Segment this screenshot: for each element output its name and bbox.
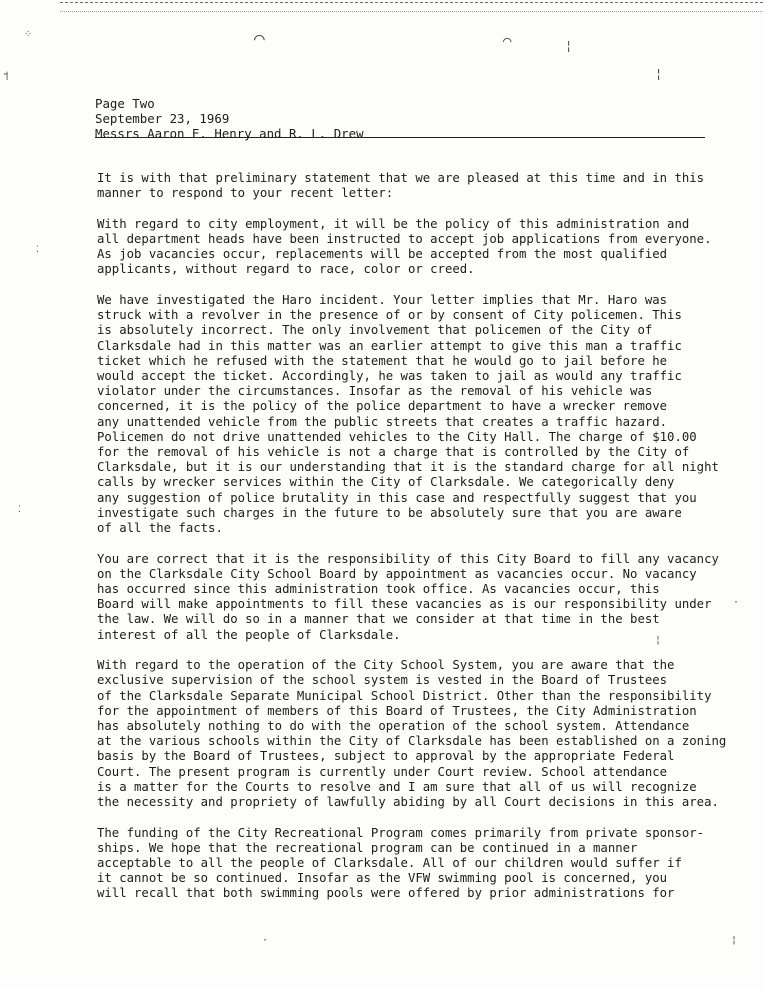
speck-mark: ¦	[565, 39, 573, 53]
addressee-line	[95, 126, 364, 142]
speck-mark: ¦	[655, 635, 662, 646]
page-label: Page Two	[95, 96, 155, 111]
punch-mark-icon: ⌒	[254, 28, 265, 49]
speck-mark: ⁚	[36, 245, 39, 255]
speck-mark: ˦	[2, 69, 10, 83]
torn-top-edge	[60, 2, 763, 12]
speck-mark: ⁚	[18, 505, 21, 515]
paragraph-intro: It is with that preliminary statement that we are pleased at this time and in this manner to respond to your recent letter:	[97, 171, 705, 201]
paragraph-haro-incident: We have investigated the Haro incident. Your letter implies that Mr. Haro was struck with a revolver in the presence of or by consent of City policemen. This is absolutely incorrect. The only involvement that policemen of the City of Clarksdale had in this matter was an earlier attempt to give this man a traffic ticket which he refused with the statement that he would go to jail before he would accept the ticket. Accordingly, he was taken to jail as would any traffic violator under the circumstances. Insofar as the removal of his vehicle was concerned, it is the policy of the police department to have a wrecker remove any unattended vehicle from the public streets that creates a traffic hazard. Policemen do not drive unattended vehicles to the City Hall. The charge of $10.00 for the removal of his vehicle is not a charge that is controlled by the City of Clarksdale, but it is our understanding that it is the standard charge for all night calls by wrecker services within the City of Clarksdale. We categorically deny any suggestion of police brutality in this case and respectfully suggest that you investigate such charges in the future to be absolutely sure that you are aware of all the facts.	[97, 293, 719, 536]
speck-mark: ¦	[731, 935, 738, 946]
speck-mark: ⁘	[24, 29, 33, 40]
paragraph-school-board: You are correct that it is the responsibility of this City Board to fill any vacancy on the Clarksdale City School Board by appointment as vacancies occur. No vacancy has occurred since this administration took office. As vacancies occur, this Board will make appointments to fill these vacancies as is our responsibility under the law. We will do so in a manner that we consider at that time in the best interest of all the people of Clarksdale.	[97, 551, 719, 642]
paragraph-city-employment: With regard to city employment, it will be the policy of this administration and all department heads have been instructed to accept job applications from everyone. As job vacancies occur, replacements will be accepted from the most qualified applicants, without regard to race, color or creed.	[97, 216, 712, 277]
paragraph-recreational-program: The funding of the City Recreational Program comes primarily from private sponsor- ships. We hope that the recreational program can be continued in a manner acceptable to all the people of Clarksdale. All of our children would suffer if it cannot be so continued. Insofar as the VFW swimming pool is concerned, you will recall that both swimming pools were offered by prior administrations for	[97, 825, 705, 901]
header-underline	[95, 137, 705, 138]
punch-mark-icon: ⌒	[503, 33, 512, 49]
letter-date: September 23, 1969	[95, 111, 230, 126]
letter-header	[95, 96, 364, 142]
paragraph-school-system: With regard to the operation of the City School System, you are aware that the exclusive supervision of the school system is vested in the Board of Trustees of the Clarksdale Separate Municipal School District. Other than the responsibility for the appointment of members of this Board of Trustees, the City Administration has absolutely nothing to do with the operation of the school system. Attendance at the various schools within the City of Clarksdale has been established on a zoning basis by the Board of Trustees, subject to approval by the appropriate Federal Court. The present program is currently under Court review. School attendance is a matter for the Courts to resolve and I am sure that all of us will recognize the necessity and propriety of lawfully abiding by all Court decisions in this area.	[97, 658, 727, 810]
speck-mark: ·	[733, 597, 740, 608]
speck-mark: ·	[262, 935, 269, 946]
addressee: Messrs Aaron E. Henry and R. L. Drew	[95, 126, 364, 141]
letter-body	[97, 171, 740, 917]
speck-mark: ¦	[655, 67, 663, 81]
